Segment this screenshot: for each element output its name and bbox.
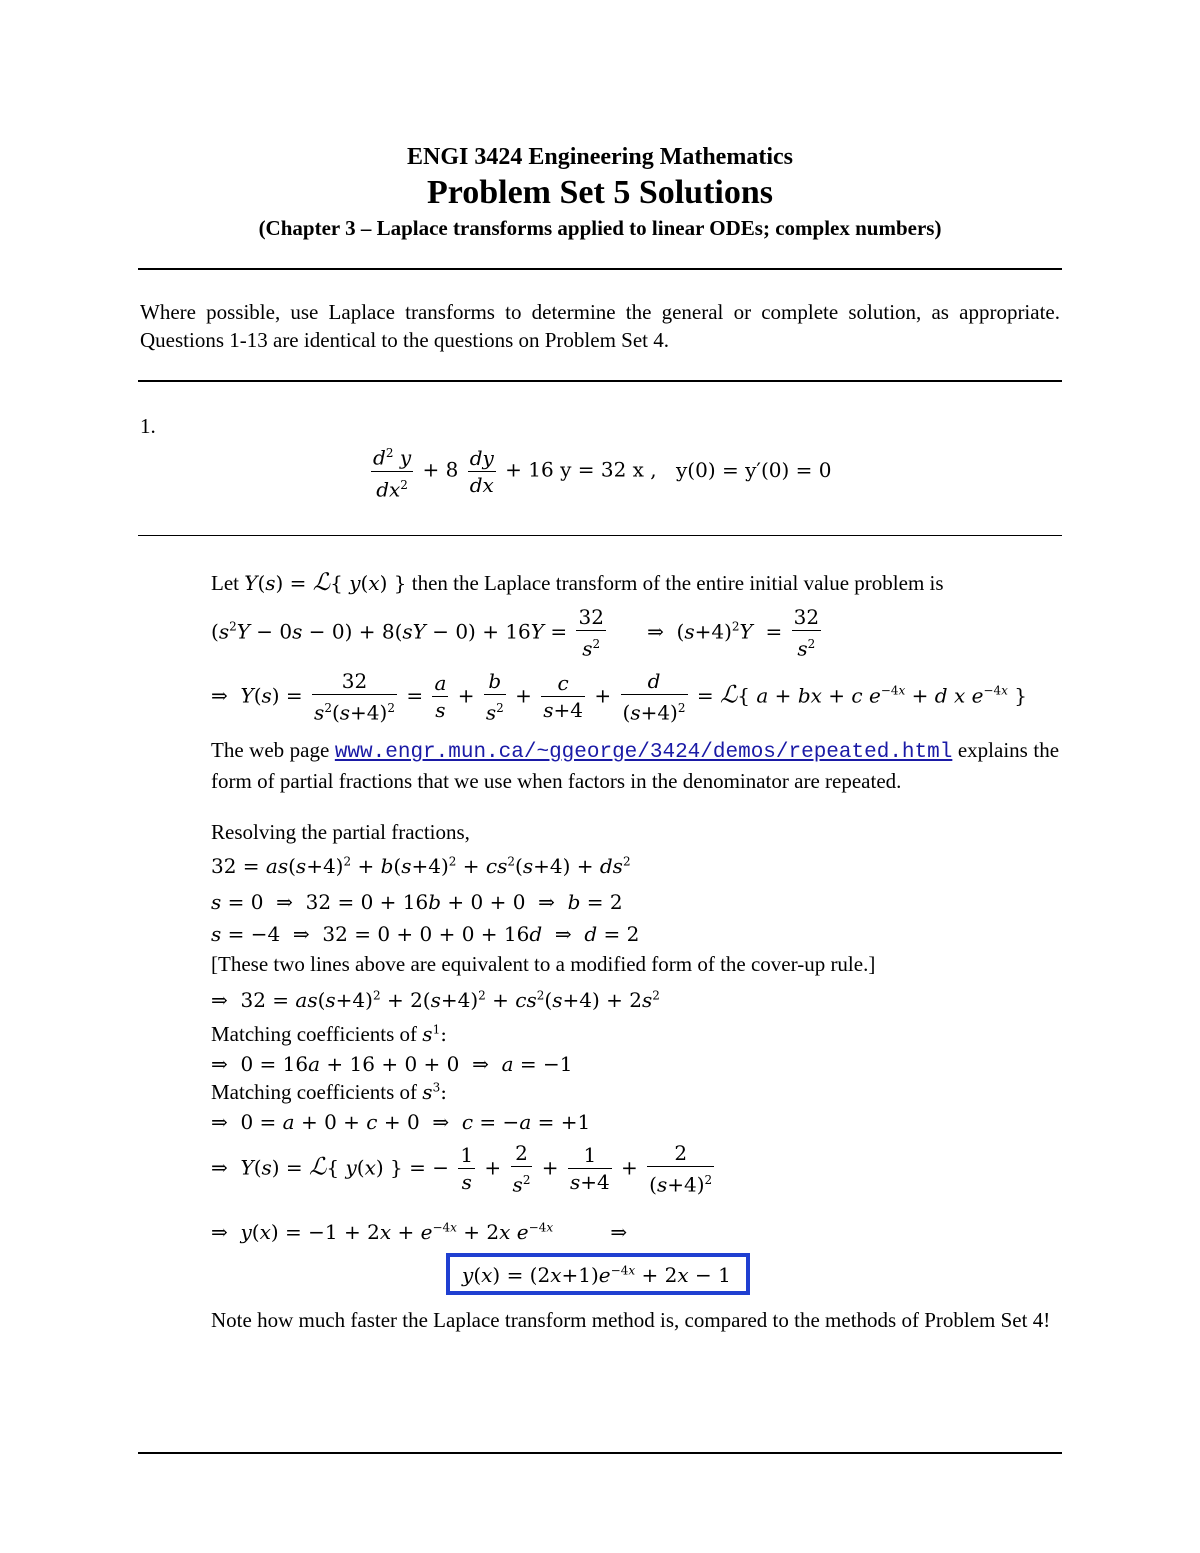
match-s3-label: Matching coefficients of $s^3$: (211, 1080, 447, 1104)
chapter-subtitle: (Chapter 3 – Laplace transforms applied to linear ODEs; complex numbers) (258, 216, 942, 240)
demo-link[interactable]: www.engr.mun.ca/~ggeorge/3424/demos/repeated.html (334, 741, 953, 764)
final-answer: $y(x) = (2x+1)e^{-4x} + 2x - 1$ (462, 1263, 731, 1287)
web-page-note: The web page www.engr.mun.ca/~ggeorge/3424/demos/repeated.html explains the form of partial fractions that we use when factors in the denominator are repeated. (211, 738, 1060, 793)
question-number: 1. (140, 414, 156, 438)
match-s1-result: ⇒ 0 = 16a + 16 + 0 + 0 ⇒ a = −1 (211, 1052, 573, 1076)
partial-fraction-form: ⇒ Y(s) = $\frac{32}{s^2(s+4)^2}$ = $\frac{a}{s}$ + $\frac{b}{s^2}$ + $\frac{c}{s+4}$ + $\frac{d}{(s+4)^2}$ = ℒ{ a + bx + c $e^{-4x} + d$ x $e^{-4x}$ } (211, 669, 1027, 725)
resolving-label: Resolving the partial fractions, (211, 820, 470, 844)
s-zero-line: s = 0 ⇒ 32 = 0 + 16b + 0 + 0 ⇒ b = 2 (211, 890, 623, 914)
closing-note: Note how much faster the Laplace transform method is, compared to the methods of Problem Set 4! (211, 1308, 1051, 1332)
divider (138, 535, 1062, 536)
divider (138, 380, 1062, 382)
match-s3-result: ⇒ 0 = a + 0 + c + 0 ⇒ c = −a = +1 (211, 1110, 591, 1134)
substituted-equation: ⇒ $32 = as(s+4)^2 + 2(s+4)^2 + cs^2(s+4) + 2s^2$ (211, 988, 660, 1012)
ode-rhs: + 16 y = 32 x , (505, 457, 657, 482)
match-s1-label: Matching coefficients of $s^1$: (211, 1022, 447, 1046)
inverse-transform-line: ⇒ $y(x) = -1 + 2x + e^{-4x} + 2x$ $e^{-4x}$ ⇒ (211, 1220, 628, 1244)
initial-conditions: y(0) = y′(0) = 0 (676, 458, 832, 482)
s-minus-four-line: s = −4 ⇒ 32 = 0 + 0 + 0 + 16d ⇒ d = 2 (211, 922, 640, 946)
transformed-equation: $(s^2Y - 0s - 0) + 8(sY - 0) + 16Y$ = $\frac{32}{s^2}$ ⇒ $(s+4)^2Y$ = $\frac{32}{s^2}$ (211, 605, 820, 661)
page-title: Problem Set 5 Solutions (426, 174, 773, 211)
divider (138, 268, 1062, 270)
divider (138, 1452, 1062, 1454)
resolve-equation: $32 = as(s+4)^2 + b(s+4)^2 + cs^2(s+4) + ds^2$ (211, 854, 631, 878)
y-of-s-result: ⇒ Y(s) = ℒ{ y(x) } = − $\frac{1}{s}$ + $\frac{2}{s^2}$ + $\frac{1}{s+4}$ + $\frac{2}{(s+4)^2}$ (211, 1141, 713, 1197)
let-line: Let Y(s) = ℒ{ y(x) } then the Laplace transform of the entire initial value problem is (211, 568, 944, 596)
ode-equation: $\frac{d^2 y}{dx^2}$ + 8 $\frac{dy}{dx}$ + 16 y = 32 x , (368, 440, 657, 502)
intro-paragraph: Where possible, use Laplace transforms to determine the general or complete solution, as appropriate. Questions 1-13 are identical to the questions on Problem Set 4. (140, 300, 1060, 352)
cover-up-note: [These two lines above are equivalent to a modified form of the cover-up rule.] (211, 952, 876, 976)
course-title: ENGI 3424 Engineering Mathematics (407, 144, 793, 170)
